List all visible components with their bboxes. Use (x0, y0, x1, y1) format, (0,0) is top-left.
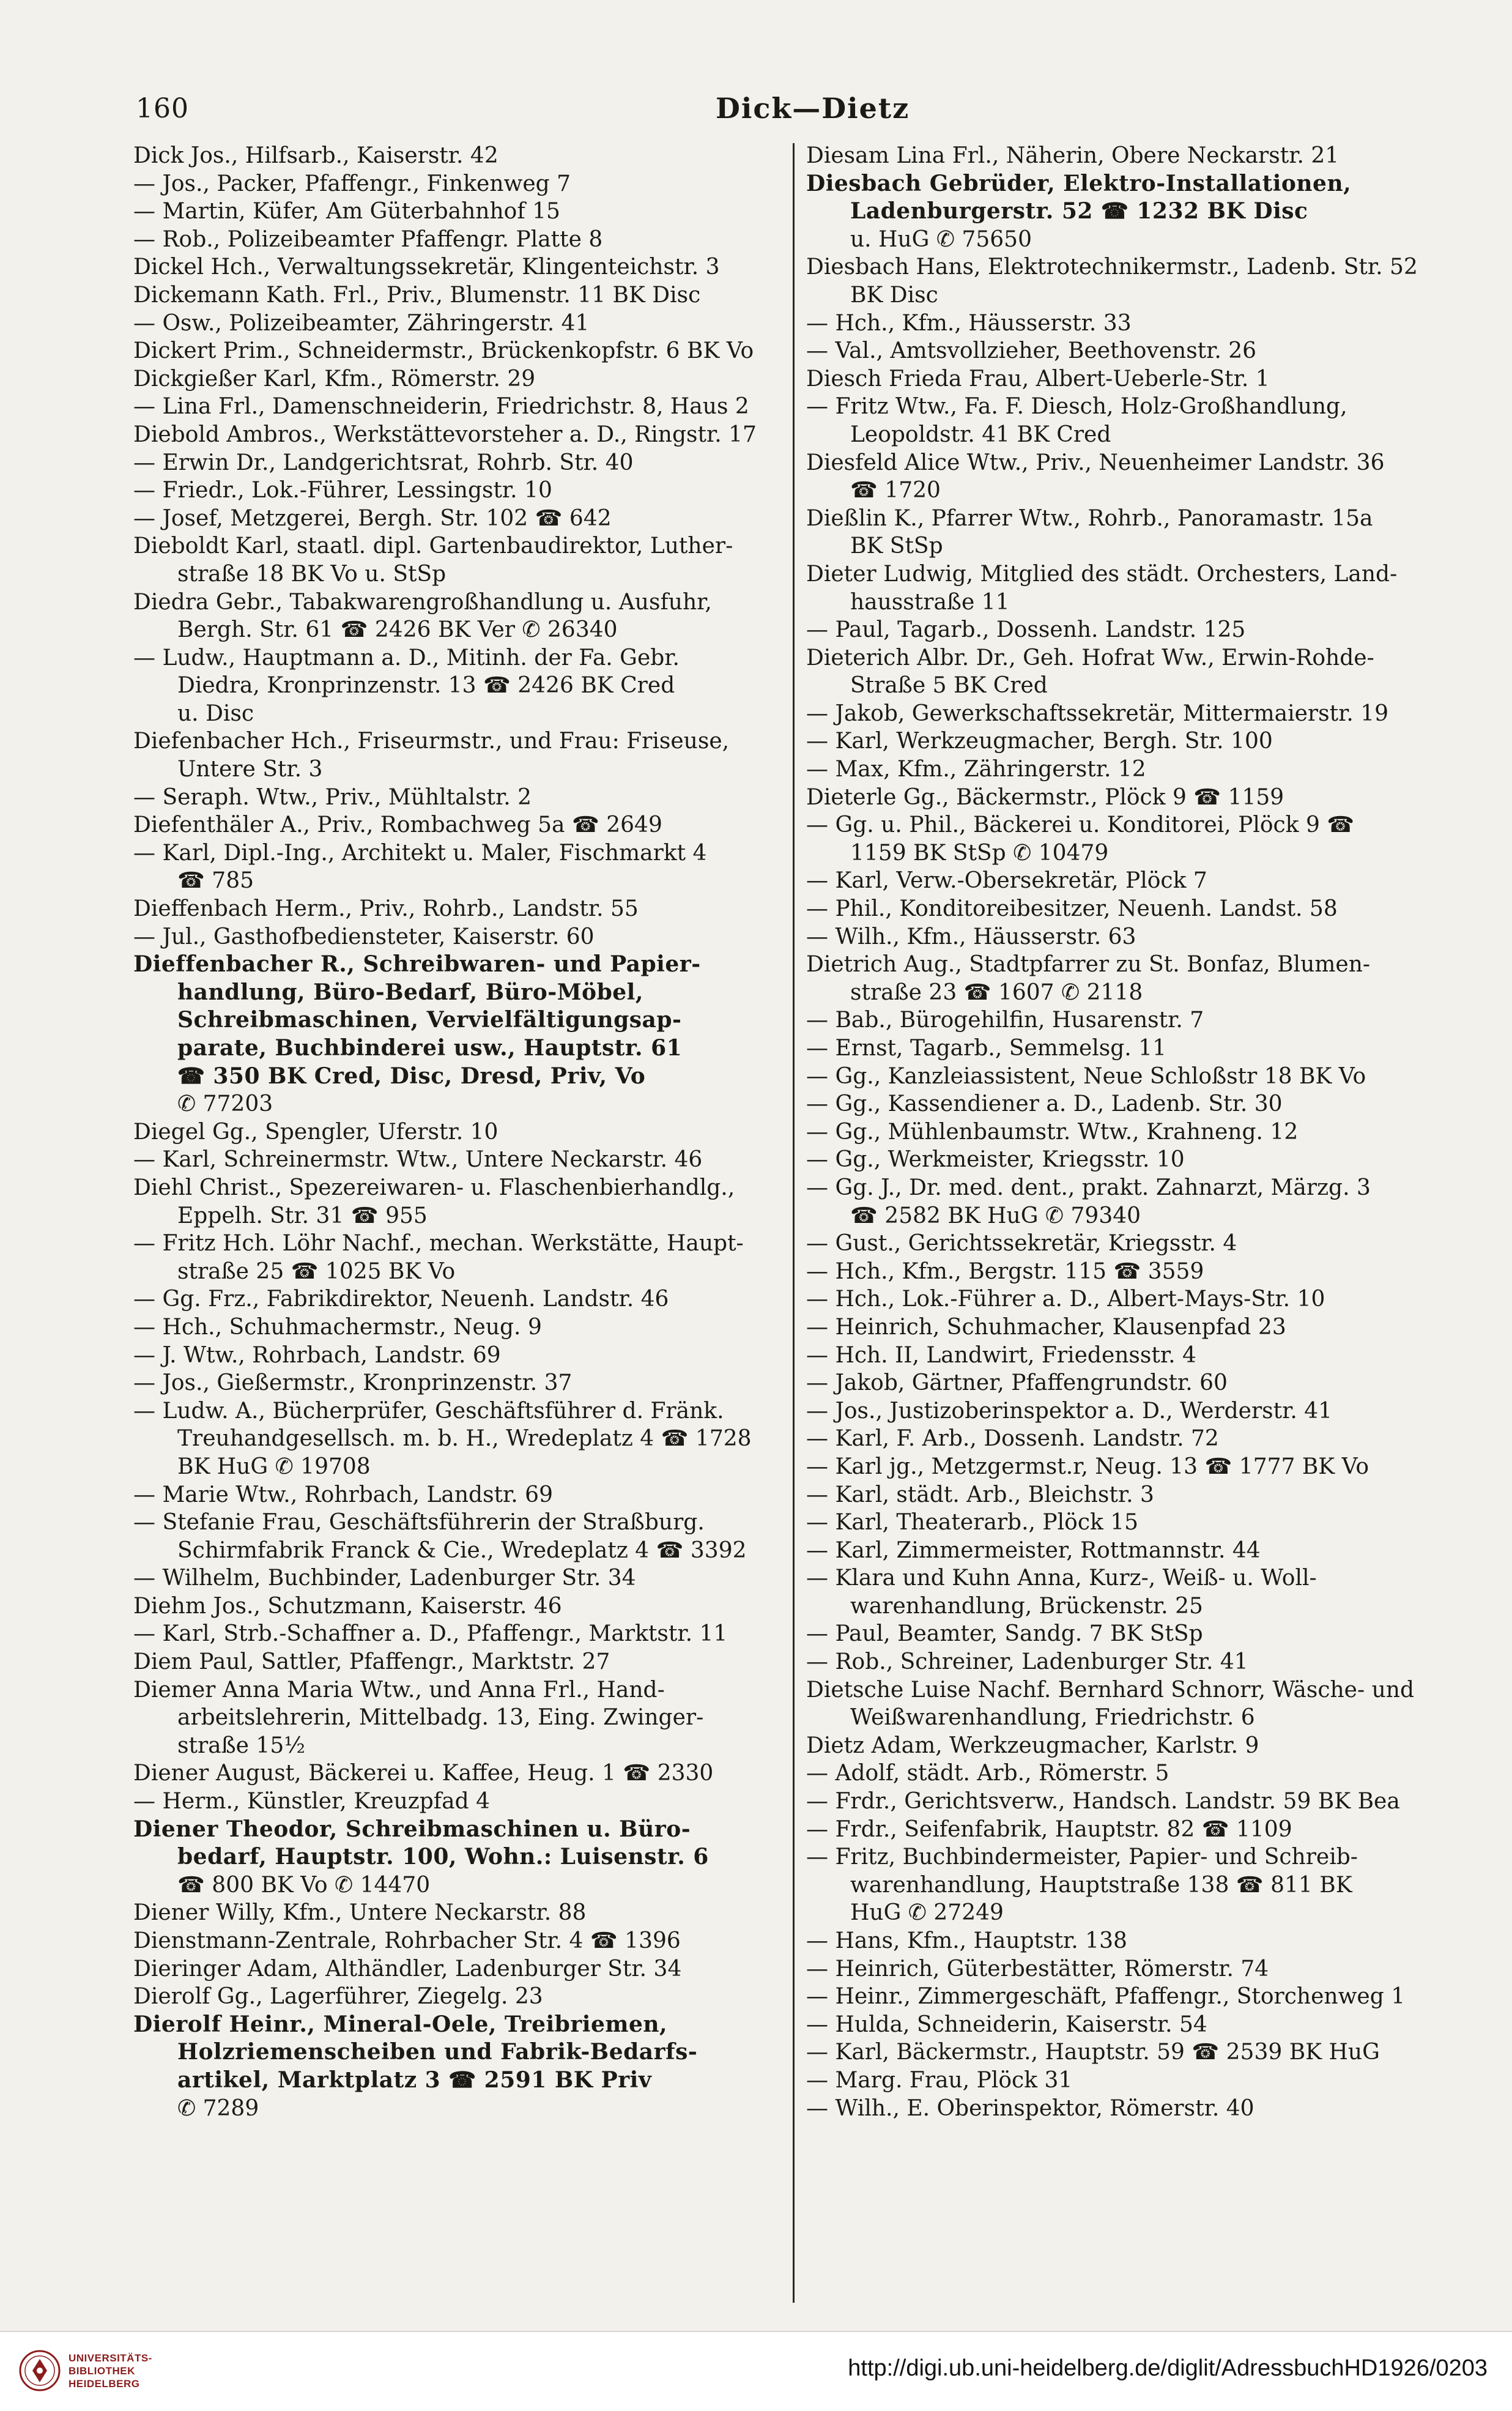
directory-entry-line: Dick Jos., Hilfsarb., Kaiserstr. 42 (133, 143, 498, 168)
directory-entry-line: Dickgießer Karl, Kfm., Römerstr. 29 (133, 366, 536, 392)
directory-entry-line: — Max, Kfm., Zähringerstr. 12 (806, 757, 1146, 782)
directory-entry-line: — Rob., Polizeibeamter Pfaffengr. Platte 8 (133, 226, 603, 252)
directory-entry-line: straße 25 ☎ 1025 BK Vo (177, 1258, 456, 1284)
directory-entry-line: HuG ✆ 27249 (850, 1900, 1004, 1926)
directory-entry-line: — Adolf, städt. Arb., Römerstr. 5 (806, 1761, 1169, 1786)
directory-entry-line: — Herm., Künstler, Kreuzpfad 4 (133, 1789, 490, 1815)
directory-entry-line: Diebold Ambros., Werkstättevorsteher a. D., Ringstr. 17 (133, 422, 757, 447)
directory-entry-line: — Josef, Metzgerei, Bergh. Str. 102 ☎ 642 (133, 505, 612, 531)
directory-entry-line: Dietz Adam, Werkzeugmacher, Karlstr. 9 (806, 1733, 1259, 1758)
directory-entry-line: — Hch. II, Landwirt, Friedensstr. 4 (806, 1342, 1196, 1368)
directory-entry-line: — Heinrich, Güterbestätter, Römerstr. 74 (806, 1956, 1269, 1982)
directory-entry-line: Dieter Ludwig, Mitglied des städt. Orchesters, Land- (806, 561, 1398, 587)
directory-entry-line: — Ernst, Tagarb., Semmelsg. 11 (806, 1036, 1166, 1061)
directory-entry-line: Leopoldstr. 41 BK Cred (850, 422, 1111, 447)
directory-entry-line: u. Disc (177, 700, 254, 726)
directory-entry-line: — Phil., Konditoreibesitzer, Neuenh. Landst. 58 (806, 896, 1338, 922)
directory-entry-line: Dieterich Albr. Dr., Geh. Hofrat Ww., Erwin-Rohde- (806, 645, 1374, 671)
directory-entry-line: — Seraph. Wtw., Priv., Mühltalstr. 2 (133, 784, 532, 810)
directory-entry-line: Diedra, Kronprinzenstr. 13 ☎ 2426 BK Cred (177, 673, 675, 699)
directory-entry-line: ☎ 2582 BK HuG ✆ 79340 (850, 1203, 1141, 1228)
permalink-url[interactable]: http://digi.ub.uni-heidelberg.de/diglit/AdressbuchHD1926/0203 (848, 2355, 1488, 2381)
directory-entry-line: 1159 BK StSp ✆ 10479 (850, 840, 1109, 866)
directory-entry-line: Diem Paul, Sattler, Pfaffengr., Marktstr. 27 (133, 1649, 610, 1675)
directory-entry-line: bedarf, Hauptstr. 100, Wohn.: Luisenstr. 6 (177, 1844, 709, 1870)
directory-entry-line: ☎ 350 BK Cred, Disc, Dresd, Priv, Vo (177, 1063, 646, 1089)
directory-entry-line: — Gg. u. Phil., Bäckerei u. Konditorei, Plöck 9 ☎ (806, 812, 1355, 838)
directory-entry-line: Diesch Frieda Frau, Albert-Ueberle-Str. 1 (806, 366, 1270, 392)
directory-entry-line: Diefenbacher Hch., Friseurmstr., und Frau: Friseuse, (133, 729, 730, 754)
directory-entry-line: — J. Wtw., Rohrbach, Landstr. 69 (133, 1342, 501, 1368)
directory-entry-line: — Heinr., Zimmergeschäft, Pfaffengr., Storchenweg 1 (806, 1984, 1406, 2010)
directory-entry-line: — Paul, Tagarb., Dossenh. Landstr. 125 (806, 617, 1246, 643)
directory-entry-line: Holzriemenscheiben und Fabrik-Bedarfs- (177, 2039, 698, 2065)
directory-entry-line: — Stefanie Frau, Geschäftsführerin der Straßburg. (133, 1510, 705, 1536)
directory-entry-line: — Marie Wtw., Rohrbach, Landstr. 69 (133, 1482, 553, 1507)
directory-entry-line: — Karl, Bäckermstr., Hauptstr. 59 ☎ 2539 BK HuG (806, 2040, 1380, 2065)
directory-entry-line: u. HuG ✆ 75650 (850, 226, 1032, 252)
directory-entry-line: ✆ 77203 (177, 1091, 273, 1117)
directory-entry-line: — Karl, Zimmermeister, Rottmannstr. 44 (806, 1537, 1261, 1563)
directory-entry-line: Schreibmaschinen, Vervielfältigungsap- (177, 1007, 682, 1033)
logo-line: BIBLIOTHEK (69, 2365, 135, 2377)
directory-entry-line: — Karl, Theaterarb., Plöck 15 (806, 1510, 1139, 1536)
directory-entry-line: — Jakob, Gärtner, Pfaffengrundstr. 60 (806, 1370, 1228, 1396)
directory-entry-line: artikel, Marktplatz 3 ☎ 2591 BK Priv (177, 2067, 652, 2093)
directory-entry-line: Untere Str. 3 (177, 757, 323, 782)
page-number: 160 (136, 93, 189, 124)
directory-entry-line: hausstraße 11 (850, 589, 1010, 615)
directory-entry-line: — Hch., Kfm., Häusserstr. 33 (806, 310, 1132, 336)
directory-entry-line: Weißwarenhandlung, Friedrichstr. 6 (850, 1705, 1255, 1731)
directory-entry-line: — Wilhelm, Buchbinder, Ladenburger Str. 34 (133, 1566, 636, 1591)
directory-entry-line: warenhandlung, Hauptstraße 138 ☎ 811 BK (850, 1872, 1352, 1898)
directory-entry-line: BK Disc (850, 282, 938, 308)
directory-entry-line: Dienstmann-Zentrale, Rohrbacher Str. 4 ☎ 1396 (133, 1928, 681, 1953)
directory-entry-line: — Martin, Küfer, Am Güterbahnhof 15 (133, 199, 560, 225)
directory-entry-line: Schirmfabrik Franck & Cie., Wredeplatz 4 ☎ 3392 (177, 1537, 747, 1563)
directory-entry-line: Diesam Lina Frl., Näherin, Obere Neckarstr. 21 (806, 143, 1340, 168)
directory-entry-line: — Hch., Lok.-Führer a. D., Albert-Mays-Str. 10 (806, 1287, 1325, 1312)
directory-entry-line: straße 23 ☎ 1607 ✆ 2118 (850, 979, 1143, 1005)
directory-entry-line: — Ludw. A., Bücherprüfer, Geschäftsführer d. Fränk. (133, 1398, 724, 1424)
directory-entry-line: — Gg., Kassendiener a. D., Ladenb. Str. 30 (806, 1091, 1283, 1117)
directory-entry-line: Diefenthäler A., Priv., Rombachweg 5a ☎ 2649 (133, 812, 662, 838)
directory-entry-line: — Erwin Dr., Landgerichtsrat, Rohrb. Str. 40 (133, 450, 634, 475)
directory-entry-line: — Karl, Schreinermstr. Wtw., Untere Neckarstr. 46 (133, 1147, 703, 1173)
directory-entry-line: Diesfeld Alice Wtw., Priv., Neuenheimer Landstr. 36 (806, 450, 1385, 475)
directory-entry-line: Dieterle Gg., Bäckermstr., Plöck 9 ☎ 1159 (806, 784, 1284, 810)
directory-entry-line: — Hans, Kfm., Hauptstr. 138 (806, 1928, 1127, 1953)
directory-entry-line: — Fritz, Buchbindermeister, Papier- und Schreib- (806, 1844, 1358, 1870)
directory-entry-line: Dierolf Heinr., Mineral-Oele, Treibriemen, (133, 2011, 668, 2037)
running-head: Dick—Dietz (716, 92, 910, 125)
directory-entry-line: — Fritz Wtw., Fa. F. Diesch, Holz-Großhandlung, (806, 394, 1347, 420)
directory-entry-line: BK StSp (850, 533, 943, 559)
directory-entry-line: — Osw., Polizeibeamter, Zähringerstr. 41 (133, 310, 590, 336)
directory-entry-line: handlung, Büro-Bedarf, Büro-Möbel, (177, 979, 643, 1005)
directory-entry-line: parate, Buchbinderei usw., Hauptstr. 61 (177, 1035, 683, 1061)
directory-entry-line: BK HuG ✆ 19708 (177, 1454, 371, 1479)
directory-entry-line: Diesbach Hans, Elektrotechnikermstr., Ladenb. Str. 52 (806, 254, 1418, 280)
directory-entry-line: Diener Theodor, Schreibmaschinen u. Büro- (133, 1816, 691, 1842)
left-column (133, 142, 787, 2122)
directory-entry-line: — Karl, Strb.-Schaffner a. D., Pfaffengr., Marktstr. 11 (133, 1621, 728, 1647)
directory-entry-line: Diener Willy, Kfm., Untere Neckarstr. 88 (133, 1900, 587, 1926)
directory-entry-line: — Gg., Kanzleiassistent, Neue Schloßstr 18 BK Vo (806, 1063, 1366, 1089)
directory-entry-line: straße 18 BK Vo u. StSp (177, 561, 447, 587)
directory-entry-line: — Fritz Hch. Löhr Nachf., mechan. Werkstätte, Haupt- (133, 1231, 744, 1257)
directory-entry-line: — Karl, Dipl.-Ing., Architekt u. Maler, Fischmarkt 4 (133, 840, 707, 866)
directory-entry-line: — Ludw., Hauptmann a. D., Mitinh. der Fa. Gebr. (133, 645, 680, 671)
directory-entry-line: Dieffenbacher R., Schreibwaren- und Papier- (133, 951, 701, 978)
directory-entry-line: ☎ 785 (177, 868, 254, 894)
directory-entry-line: — Hulda, Schneiderin, Kaiserstr. 54 (806, 2012, 1207, 2037)
directory-entry-line: — Lina Frl., Damenschneiderin, Friedrichstr. 8, Haus 2 (133, 394, 749, 420)
directory-entry-line: Diesbach Gebrüder, Elektro-Installationen, (806, 170, 1352, 196)
directory-entry-line: Diehm Jos., Schutzmann, Kaiserstr. 46 (133, 1593, 562, 1619)
directory-entry-line: — Frdr., Gerichtsverw., Handsch. Landstr. 59 BK Bea (806, 1789, 1400, 1815)
directory-entry-line: — Val., Amtsvollzieher, Beethovenstr. 26 (806, 338, 1257, 364)
directory-entry-line: — Jos., Packer, Pfaffengr., Finkenweg 7 (133, 171, 571, 196)
directory-entry-line: Dieffenbach Herm., Priv., Rohrb., Landstr. 55 (133, 896, 639, 922)
directory-entry-line: — Rob., Schreiner, Ladenburger Str. 41 (806, 1649, 1248, 1675)
directory-entry-line: — Heinrich, Schuhmacher, Klausenpfad 23 (806, 1314, 1286, 1340)
directory-entry-line: Diedra Gebr., Tabakwarengroßhandlung u. Ausfuhr, (133, 589, 712, 615)
directory-entry-line: — Frdr., Seifenfabrik, Hauptstr. 82 ☎ 1109 (806, 1816, 1292, 1842)
directory-entry-line: Dickert Prim., Schneidermstr., Brückenkopfstr. 6 BK Vo (133, 338, 754, 364)
directory-entry-line: Dierolf Gg., Lagerführer, Ziegelg. 23 (133, 1984, 543, 2010)
directory-entry-line: — Friedr., Lok.-Führer, Lessingstr. 10 (133, 478, 552, 503)
directory-entry-line: Diener August, Bäckerei u. Kaffee, Heug. 1 ☎ 2330 (133, 1761, 714, 1786)
directory-entry-line: — Karl, städt. Arb., Bleichstr. 3 (806, 1482, 1154, 1507)
directory-entry-line: — Jos., Justizoberinspektor a. D., Werderstr. 41 (806, 1398, 1333, 1424)
directory-entry-line: — Jos., Gießermstr., Kronprinzenstr. 37 (133, 1370, 573, 1396)
directory-entry-line: ☎ 800 BK Vo ✆ 14470 (177, 1872, 431, 1898)
directory-entry-line: ☎ 1720 (850, 478, 941, 503)
logo-line: HEIDELBERG (69, 2378, 140, 2390)
directory-entry-line: — Bab., Bürogehilfin, Husarenstr. 7 (806, 1008, 1204, 1033)
directory-entry-line: — Wilh., Kfm., Häusserstr. 63 (806, 924, 1136, 949)
directory-entry-line: Diehl Christ., Spezereiwaren- u. Flaschenbierhandlg., (133, 1175, 735, 1200)
directory-entry-line: — Karl, Verw.-Obersekretär, Plöck 7 (806, 868, 1207, 894)
directory-entry-line: Bergh. Str. 61 ☎ 2426 BK Ver ✆ 26340 (177, 617, 618, 643)
directory-entry-line: Dickel Hch., Verwaltungssekretär, Klingenteichstr. 3 (133, 254, 720, 280)
directory-entry-line: straße 15½ (177, 1733, 306, 1758)
logo-line: UNIVERSITÄTS- (69, 2352, 152, 2364)
column-divider (793, 143, 795, 2303)
directory-entry-line: Straße 5 BK Cred (850, 673, 1048, 699)
library-logo-text (69, 2352, 152, 2390)
directory-entry-line: Dickemann Kath. Frl., Priv., Blumenstr. 11 BK Disc (133, 282, 701, 308)
directory-entry-line: Treuhandgesellsch. m. b. H., Wredeplatz 4 ☎ 1728 (177, 1426, 752, 1452)
directory-entry-line: — Gg. Frz., Fabrikdirektor, Neuenh. Landstr. 46 (133, 1287, 669, 1312)
directory-entry-line: Dieringer Adam, Althändler, Ladenburger Str. 34 (133, 1956, 682, 1982)
directory-entry-line: — Karl, F. Arb., Dossenh. Landstr. 72 (806, 1426, 1219, 1452)
directory-entry-line: — Klara und Kuhn Anna, Kurz-, Weiß- u. Woll- (806, 1566, 1317, 1591)
directory-entry-line: Ladenburgerstr. 52 ☎ 1232 BK Disc (850, 198, 1308, 225)
university-seal-icon (18, 2349, 61, 2392)
directory-entry-line: Dießlin K., Pfarrer Wtw., Rohrb., Panoramastr. 15a (806, 505, 1373, 531)
viewer-footer (0, 2331, 1512, 2411)
directory-entry-line: Diegel Gg., Spengler, Uferstr. 10 (133, 1119, 498, 1145)
directory-entry-line: — Karl jg., Metzgermst.r, Neug. 13 ☎ 1777 BK Vo (806, 1454, 1369, 1479)
directory-entry-line: Diemer Anna Maria Wtw., und Anna Frl., Hand- (133, 1677, 665, 1703)
directory-entry-line: — Gg., Mühlenbaumstr. Wtw., Krahneng. 12 (806, 1119, 1299, 1145)
directory-entry-line: — Jakob, Gewerkschaftssekretär, Mittermaierstr. 19 (806, 700, 1389, 726)
directory-entry-line: arbeitslehrerin, Mittelbadg. 13, Eing. Zwinger- (177, 1705, 704, 1731)
directory-entry-line: — Gg., Werkmeister, Kriegsstr. 10 (806, 1147, 1185, 1173)
directory-entry-line: Dietsche Luise Nachf. Bernhard Schnorr, Wäsche- und (806, 1677, 1414, 1703)
directory-entry-line: — Marg. Frau, Plöck 31 (806, 2067, 1073, 2093)
directory-entry-line: Dieboldt Karl, staatl. dipl. Gartenbaudirektor, Luther- (133, 533, 733, 559)
directory-entry-line: Dietrich Aug., Stadtpfarrer zu St. Bonfaz, Blumen- (806, 952, 1371, 978)
directory-entry-line: — Gust., Gerichtssekretär, Kriegsstr. 4 (806, 1231, 1237, 1257)
directory-entry-line: — Karl, Werkzeugmacher, Bergh. Str. 100 (806, 729, 1273, 754)
directory-entry-line: — Wilh., E. Oberinspektor, Römerstr. 40 (806, 2095, 1254, 2121)
right-column (806, 142, 1473, 2122)
directory-entry-line: — Hch., Schuhmachermstr., Neug. 9 (133, 1314, 542, 1340)
directory-entry-line: — Paul, Beamter, Sandg. 7 BK StSp (806, 1621, 1203, 1647)
directory-entry-line: — Gg. J., Dr. med. dent., prakt. Zahnarzt, Märzg. 3 (806, 1175, 1371, 1200)
directory-entry-line: Eppelh. Str. 31 ☎ 955 (177, 1203, 428, 1228)
directory-entry-line: ✆ 7289 (177, 2095, 259, 2121)
directory-entry-line: — Hch., Kfm., Bergstr. 115 ☎ 3559 (806, 1258, 1204, 1284)
directory-entry-line: warenhandlung, Brückenstr. 25 (850, 1593, 1203, 1619)
directory-entry-line: — Jul., Gasthofbediensteter, Kaiserstr. 60 (133, 924, 595, 949)
